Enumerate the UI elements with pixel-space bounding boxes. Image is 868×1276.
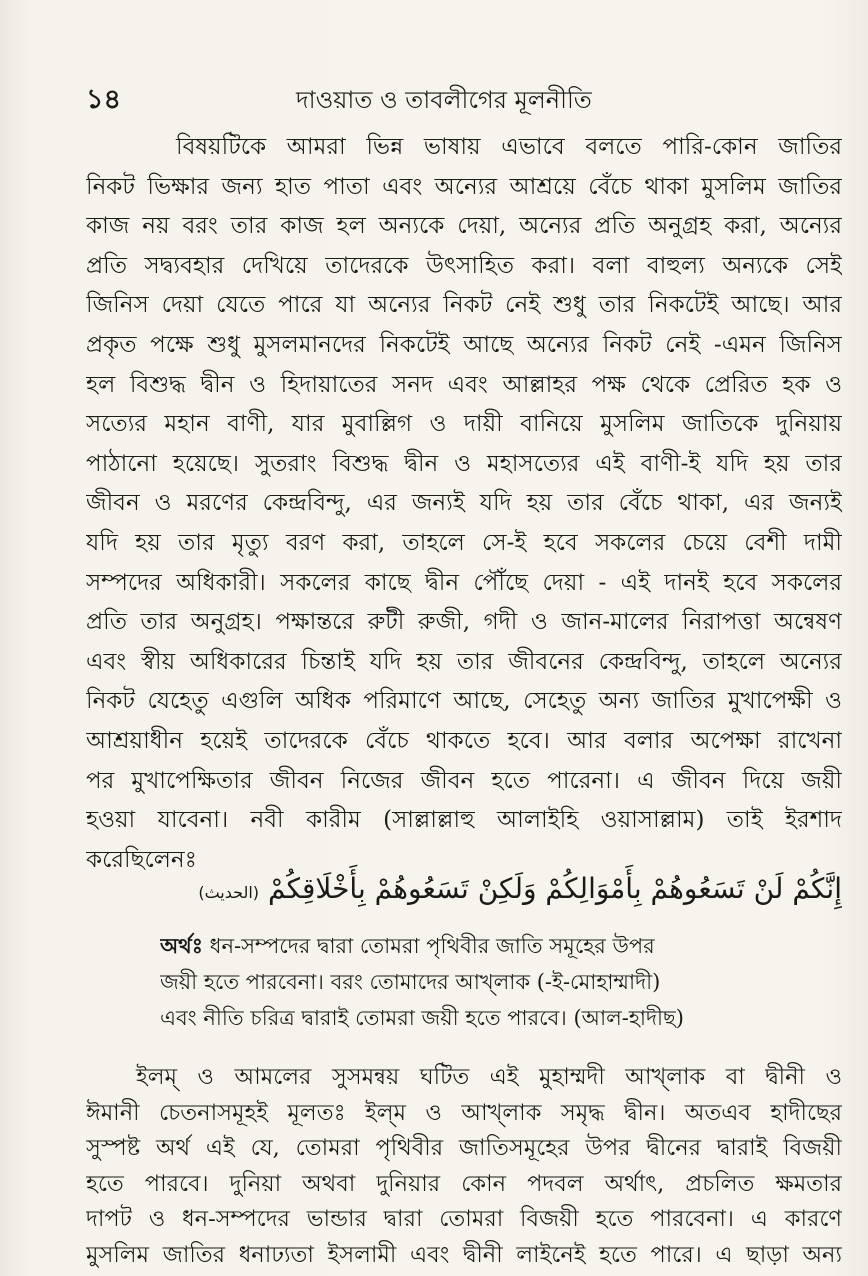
- hadith-arabic: [96, 858, 842, 920]
- text-line: সম্পদের অধিকারী। সকলের কাছে দ্বীন পৌঁছে দেয়া - এই দানই হবে সকলের: [86, 569, 842, 596]
- text-line: দাপট ও ধন-সম্পদের ভান্ডার দ্বারা তোমরা বিজয়ী হতে পারবেনা। এ কারণে: [86, 1206, 842, 1232]
- text-line: যদি হয় তার মৃত্যু বরণ করা, তাহলে সে-ই হবে সকলের চেয়ে বেশী দামী: [86, 529, 842, 556]
- text-line: বিষয়টিকে আমরা ভিন্ন ভাষায় এভাবে বলতে পারি-কোন জাতির: [176, 134, 842, 160]
- translation-line: এবং নীতি চরিত্র দ্বারাই তোমরা জয়ী হতে পারবে। (আল-হাদীছ): [160, 1006, 684, 1030]
- text-line: হতে পারবে। দুনিয়া অথবা দুনিয়ার কোন পদবল অর্থাৎ, প্রচলিত ক্ষমতার: [86, 1170, 842, 1197]
- text-line: পাঠানো হয়েছে। সুতরাং বিশুদ্ধ দ্বীন ও মহাসত্যের এই বাণী-ই যদি হয় তার: [86, 450, 842, 477]
- page-number: ১৪: [86, 84, 122, 115]
- paragraph-2: [86, 1060, 842, 1273]
- text-line: এবং স্বীয় অধিকারের চিন্তাই যদি হয় তার জীবনের কেন্দ্রবিন্দু, তাহলে অন্যের: [86, 648, 842, 675]
- text-line: ঈমানী চেতনাসমূহই মূলতঃ ইল্‌ম ও আখ্‌লাক সমৃদ্ধ দ্বীন। অতএব হাদীছের: [86, 1099, 842, 1126]
- translation-line: [160, 928, 800, 964]
- translation-line: জয়ী হতে পারবেনা। বরং তোমাদের আখ্‌লাক (-ই-মোহাম্মাদী): [160, 970, 661, 994]
- hadith-translation: [160, 928, 800, 1036]
- page-header: [86, 80, 846, 120]
- running-title: দাওয়াত ও তাবলীগের মূলনীতি: [296, 86, 592, 114]
- text-line: জিনিস দেয়া যেতে পারে যা অন্যের নিকট নেই শুধু তার নিকটেই আছে। আর: [86, 292, 842, 319]
- text-line: হল বিশুদ্ধ দ্বীন ও হিদায়াতের সনদ এবং আল্লাহর পক্ষ থেকে প্রেরিত হক ও: [86, 371, 842, 398]
- text-line: ইলম্ ও আমলের সুসমন্বয় ঘটিত এই মুহাম্মদী আখ্‌লাক বা দ্বীনী ও: [136, 1064, 842, 1090]
- text-line: প্রতি সদ্ব্যবহার দেখিয়ে তাদেরকে উৎসাহিত করা। বলা বাহুল্য অন্যকে সেই: [86, 252, 842, 279]
- text-line: প্রতি তার অনুগ্রহ। পক্ষান্তরে রুটী রুজী, গদী ও জান-মালের নিরাপত্তা অন্বেষণ: [86, 609, 842, 636]
- text-line: করেছিলেনঃ: [86, 846, 197, 873]
- text-line: নিকট ভিক্ষার জন্য হাত পাতা এবং অন্যের আশ্রয়ে বেঁচে থাকা মুসলিম জাতির: [86, 173, 842, 200]
- text-line: মুসলিম জাতির ধনাঢ্যতা ইসলামী এবং দ্বীনী লাইনেই হতে পারে। এ ছাড়া অন্য: [86, 1241, 842, 1268]
- text-line: সত্যের মহান বাণী, যার মুবাল্লিগ ও দায়ী বানিয়ে মুসলিম জাতিকে দুনিয়ায়: [86, 411, 842, 438]
- paragraph-1: [86, 128, 842, 880]
- text-line: কাজ নয় বরং তার কাজ হল অন্যকে দেয়া, অন্যের প্রতি অনুগ্রহ করা, অন্যের: [86, 213, 842, 240]
- text-line: প্রকৃত পক্ষে শুধু মুসলমানদের নিকটেই আছে অন্যের নিকট নেই -এমন জিনিস: [86, 331, 842, 358]
- hadith-text: إِنَّكُمْ لَنْ تَسَعُوهُمْ بِأَمْوَالِكُمْ وَلَكِنْ تَسَعُوهُمْ بِأَخْلَاقِكُمْ: [267, 872, 842, 905]
- hadith-source: (الحديث): [198, 883, 260, 902]
- text-line: জীবন ও মরণের কেন্দ্রবিন্দু, এর জন্যই যদি হয় তার বেঁচে থাকা, এর জন্যই: [86, 490, 842, 517]
- translation-text: ধন-সম্পদের দ্বারা তোমরা পৃথিবীর জাতি সমূহের উপর: [209, 934, 655, 958]
- text-line: হওয়া যাবেনা। নবী কারীম (সাল্লাল্লাহু আলাইহি ওয়াসাল্লাম) তাই ইরশাদ: [86, 807, 842, 834]
- text-line: আশ্রয়াধীন হয়েই তাদেরকে বেঁচে থাকতে হবে। আর বলার অপেক্ষা রাখেনা: [86, 727, 842, 754]
- translation-label: অর্থঃ: [160, 933, 203, 958]
- text-line: নিকট যেহেতু এগুলি অধিক পরিমাণে আছে, সেহেতু অন্য জাতির মুখাপেক্ষী ও: [86, 688, 842, 715]
- text-line: পর মুখাপেক্ষিতার জীবন নিজের জীবন হতে পারেনা। এ জীবন দিয়ে জয়ী: [86, 767, 842, 794]
- text-line: সুস্পষ্ট অর্থ এই যে, তোমরা পৃথিবীর জাতিসমূহের উপর দ্বীনের দ্বারাই বিজয়ী: [86, 1135, 842, 1161]
